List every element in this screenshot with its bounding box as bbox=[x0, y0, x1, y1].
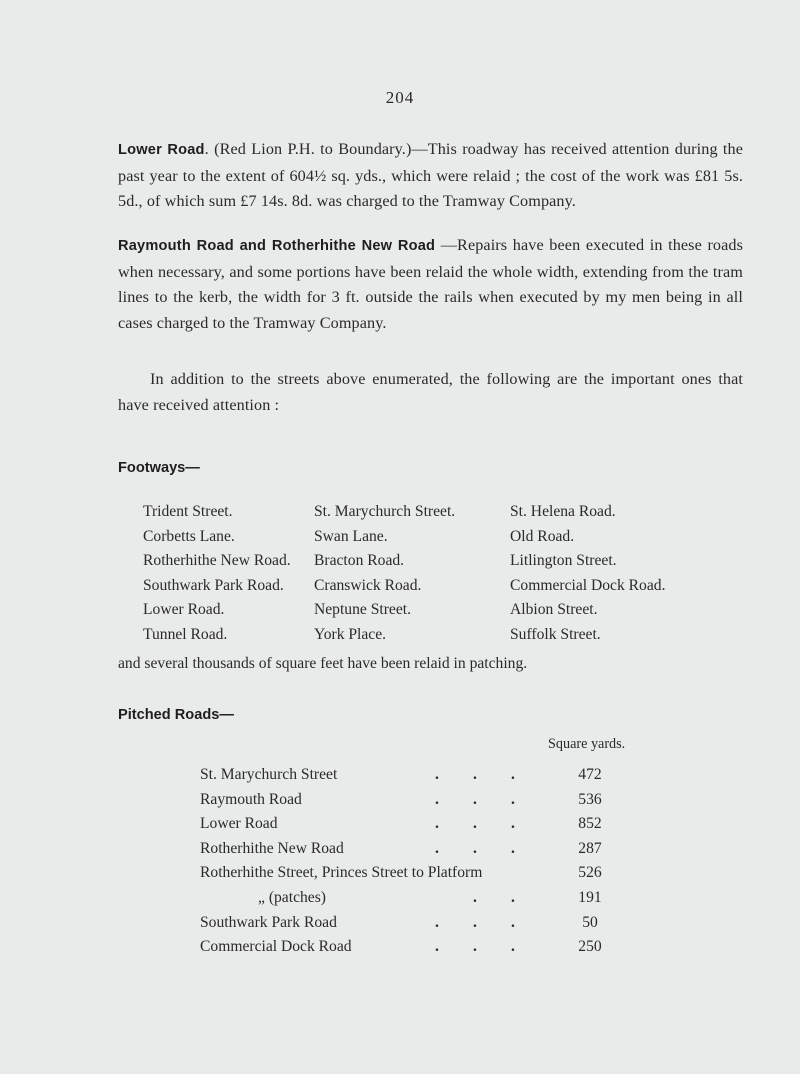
footway-street: Rotherhithe New Road. bbox=[143, 552, 291, 570]
leader-dots: . . . bbox=[435, 815, 515, 833]
leader-dots: . . . bbox=[435, 913, 515, 931]
square-yards-header: Square yards. bbox=[548, 736, 626, 752]
footways-column-3 bbox=[510, 500, 665, 648]
square-yards-value: 536 bbox=[578, 790, 602, 808]
road-name: Commercial Dock Road bbox=[200, 938, 352, 956]
road-name: Rotherhithe Street, Princes Street to Platform bbox=[200, 864, 483, 882]
pitched-roads-table bbox=[200, 763, 620, 960]
footway-street: St. Helena Road. bbox=[510, 503, 616, 520]
table-row bbox=[200, 812, 620, 837]
raymouth-road-paragraph bbox=[118, 233, 743, 336]
table-row bbox=[200, 788, 620, 813]
footway-street: Old Road. bbox=[510, 527, 575, 545]
footways-column-1 bbox=[143, 500, 291, 648]
road-name: Southwark Park Road bbox=[200, 913, 337, 931]
road-name: St. Marychurch Street bbox=[200, 766, 338, 783]
footway-street: Neptune Street. bbox=[314, 601, 411, 619]
square-yards-value: 191 bbox=[578, 888, 602, 906]
pitched-roads-heading: Pitched Roads— bbox=[118, 707, 234, 723]
table-row bbox=[200, 935, 620, 960]
lower-road-paragraph bbox=[118, 137, 743, 215]
footway-street: Commercial Dock Road. bbox=[510, 576, 666, 594]
footway-street: Corbetts Lane. bbox=[143, 527, 235, 545]
footway-street: Lower Road. bbox=[143, 601, 225, 619]
table-row bbox=[200, 911, 620, 936]
table-row bbox=[200, 837, 620, 862]
leader-dots: . . . bbox=[435, 790, 515, 808]
footway-street: Litlington Street. bbox=[510, 552, 617, 570]
footway-street: Suffolk Street. bbox=[510, 625, 601, 643]
footway-street: Swan Lane. bbox=[314, 527, 388, 545]
square-yards-value: 852 bbox=[578, 815, 602, 833]
square-yards-value: 526 bbox=[578, 864, 602, 882]
leader-dots: . . . bbox=[435, 766, 515, 783]
footway-street: Albion Street. bbox=[510, 601, 598, 619]
patching-note: and several thousands of square feet have been relaid in patching. bbox=[118, 655, 528, 672]
lower-road-text: . (Red Lion P.H. to Boundary.)—This roadway has received attention during the past year to the extent of 604½ sq. yds., which were relaid ; the cost of the work was £81 5s. 5d., of which sum £7 14s. 8d. was charged to the Tramway Company. bbox=[118, 140, 743, 210]
square-yards-value: 287 bbox=[578, 839, 602, 857]
table-row bbox=[200, 886, 620, 911]
addition-paragraph: In addition to the streets above enumerated, the following are the important ones that have received attention : bbox=[118, 370, 743, 414]
road-name: „ (patches) bbox=[258, 888, 326, 906]
footway-street: Southwark Park Road. bbox=[143, 576, 284, 594]
table-row bbox=[200, 763, 620, 788]
raymouth-road-heading: Raymouth Road and Rotherhithe New Road bbox=[118, 238, 436, 254]
leader-dots: . . . bbox=[435, 839, 515, 857]
leader-dots: . . . bbox=[435, 938, 515, 956]
raymouth-road-text: —Repairs have been executed in these roads when necessary, and some portions have been relaid the whole width, extending from the tram lines to the kerb, the width for 3 ft. outside the rails when executed by my men being in all cases charged to the Tramway Company. bbox=[118, 236, 744, 332]
leader-dots: . . bbox=[473, 888, 515, 906]
lower-road-heading: Lower Road bbox=[118, 142, 205, 158]
footways-heading: Footways— bbox=[118, 460, 200, 476]
footway-street: Bracton Road. bbox=[314, 552, 405, 570]
table-row bbox=[200, 861, 620, 886]
road-name: Rotherhithe New Road bbox=[200, 839, 344, 857]
square-yards-value: 472 bbox=[578, 766, 602, 783]
footway-street: St. Marychurch Street. bbox=[314, 503, 456, 520]
footway-street: Tunnel Road. bbox=[143, 625, 228, 643]
footways-column-2 bbox=[314, 500, 455, 648]
footway-street: Trident Street. bbox=[143, 503, 233, 520]
page-number: 204 bbox=[385, 88, 415, 107]
footway-street: York Place. bbox=[314, 625, 387, 643]
road-name: Lower Road bbox=[200, 815, 278, 833]
road-name: Raymouth Road bbox=[200, 790, 302, 808]
footway-street: Cranswick Road. bbox=[314, 576, 422, 594]
square-yards-value: 50 bbox=[582, 913, 598, 931]
square-yards-value: 250 bbox=[578, 938, 602, 956]
